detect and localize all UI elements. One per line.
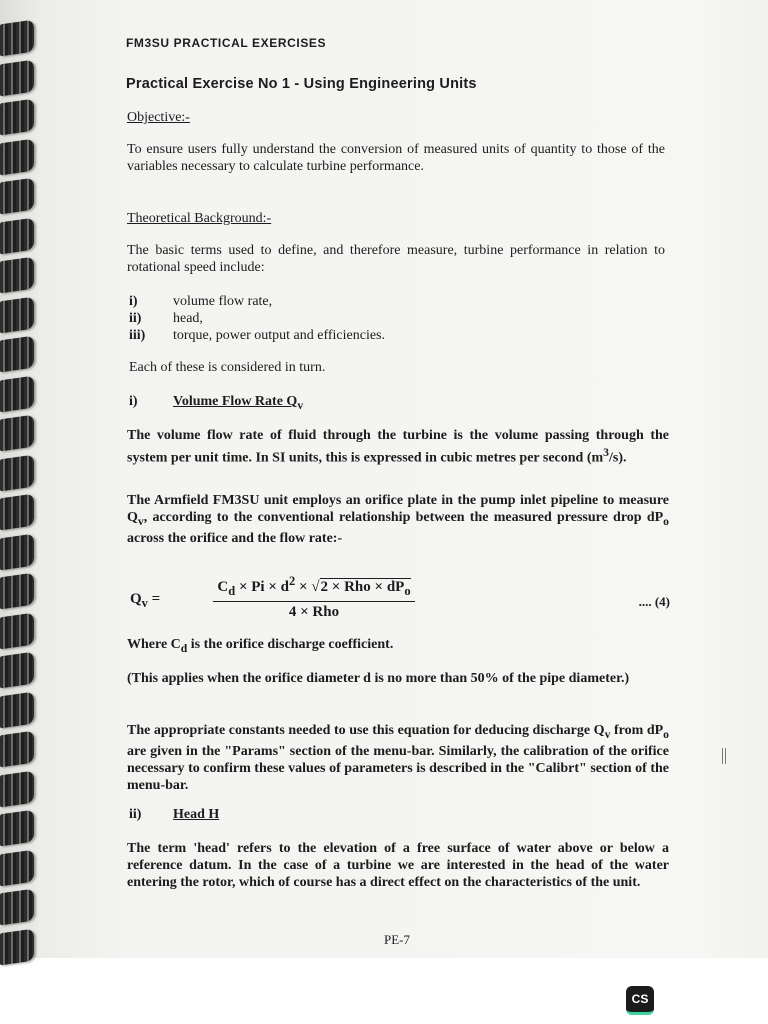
- constants-sub1: v: [604, 727, 611, 741]
- numerator-cd-sub: d: [228, 584, 236, 598]
- term-list: [129, 293, 385, 344]
- flow-text: The volume flow rate of fluid through the turbine is the volume passing through the system per unit time. In SI units, this is expressed in cubic metres per second (m: [127, 428, 669, 466]
- applies-paragraph: (This applies when the orifice diameter d is no more than 50% of the pipe diameter.): [127, 671, 630, 686]
- constants-text-end: are given in the "Params" section of the menu-bar. Similarly, the calibration of the orifice necessary to confirm these values of parameters is described in the "Calibrt" section of the menu-bar.: [127, 743, 669, 793]
- constants-text-mid: from dP: [610, 723, 664, 738]
- background-heading: Theoretical Background:-: [127, 211, 272, 226]
- equation-number: .... (4): [638, 594, 670, 609]
- margin-mark: [722, 748, 726, 764]
- formula-lhs-symbol: Q: [130, 591, 142, 607]
- orifice-text: The Armfield FM3SU unit employs an orifice plate in the pump inlet pipeline to measure Q: [127, 493, 669, 525]
- radicand: [320, 578, 411, 598]
- where-text: Where C: [127, 637, 181, 652]
- formula-numerator: [213, 574, 414, 602]
- orifice-sub: v: [137, 514, 144, 528]
- section-number: i): [129, 394, 138, 409]
- section-volume-flow-rate: [129, 394, 303, 412]
- camscanner-logo: CS: [626, 986, 654, 1015]
- radicand-text: 2 × Rho × dP: [320, 579, 405, 595]
- flow-superscript: 3: [603, 446, 609, 459]
- formula-lhs: $Q_v$ =: [130, 591, 161, 610]
- formula-fraction: [174, 574, 454, 621]
- constants-text: The appropriate constants needed to use this equation for deducing discharge Q: [127, 723, 605, 738]
- formula-lhs-sub: v: [141, 596, 148, 610]
- list-text: torque, power output and efficiencies.: [173, 328, 386, 343]
- numerator-pi-d: × Pi × d: [235, 579, 289, 595]
- background-paragraph: The basic terms used to define, and therefore measure, turbine performance in relation to rotational speed include:: [127, 243, 665, 275]
- constants-sub2: o: [663, 727, 669, 741]
- list-number: ii): [129, 311, 142, 326]
- numerator-cd: C: [217, 579, 229, 595]
- section-number: ii): [129, 807, 142, 822]
- formula-denominator: 4 × Rho: [288, 604, 340, 620]
- orifice-text-mid: , according to the conventional relationship between the measured pressure drop dP: [143, 510, 664, 525]
- numerator-sup: 2: [289, 574, 296, 588]
- page-header: FM3SU PRACTICAL EXERCISES: [126, 36, 327, 50]
- list-item: [129, 293, 385, 310]
- head-paragraph: The term 'head' refers to the elevation of a free surface of water above or below a reference datum. In the case of a turbine we are interested in the head of the water entering the rotor, which of course has a direct effect on the characteristics of the unit.: [127, 841, 669, 890]
- numerator-times: ×: [295, 579, 312, 595]
- section-label-subscript: v: [297, 398, 304, 412]
- section-label-text: Volume Flow Rate Q: [173, 394, 298, 409]
- constants-paragraph: [127, 722, 669, 794]
- list-text: volume flow rate,: [173, 294, 273, 309]
- orifice-text-end: across the orifice and the flow rate:-: [127, 530, 343, 546]
- radicand-sub: o: [404, 584, 411, 598]
- page-number: PE-7: [384, 932, 410, 947]
- list-text: head,: [173, 311, 203, 326]
- list-item: [129, 310, 385, 327]
- sqrt-icon: √: [311, 579, 320, 595]
- where-sub: d: [180, 641, 188, 655]
- each-considered-text: Each of these is considered in turn.: [129, 360, 326, 375]
- flow-rate-paragraph: [127, 427, 669, 467]
- list-number: i): [129, 294, 138, 309]
- section-label: [173, 394, 304, 412]
- flow-rate-formula: [130, 574, 670, 624]
- orifice-sub2: o: [663, 514, 669, 528]
- objective-heading: Objective:-: [127, 110, 190, 125]
- section-label: Head H: [173, 807, 220, 822]
- exercise-title: Practical Exercise No 1 - Using Engineering Units: [126, 76, 477, 92]
- objective-paragraph: To ensure users fully understand the conversion of measured units of quantity to those of the variables necessary to calculate turbine performance.: [127, 142, 665, 174]
- where-text-end: is the orifice discharge coefficient.: [187, 637, 394, 652]
- list-number: iii): [129, 328, 146, 343]
- discharge-coefficient-text: [127, 636, 669, 657]
- orifice-paragraph: [127, 492, 669, 547]
- section-head: [129, 807, 219, 823]
- flow-text-end: /s).: [608, 450, 627, 466]
- list-item: [129, 327, 385, 344]
